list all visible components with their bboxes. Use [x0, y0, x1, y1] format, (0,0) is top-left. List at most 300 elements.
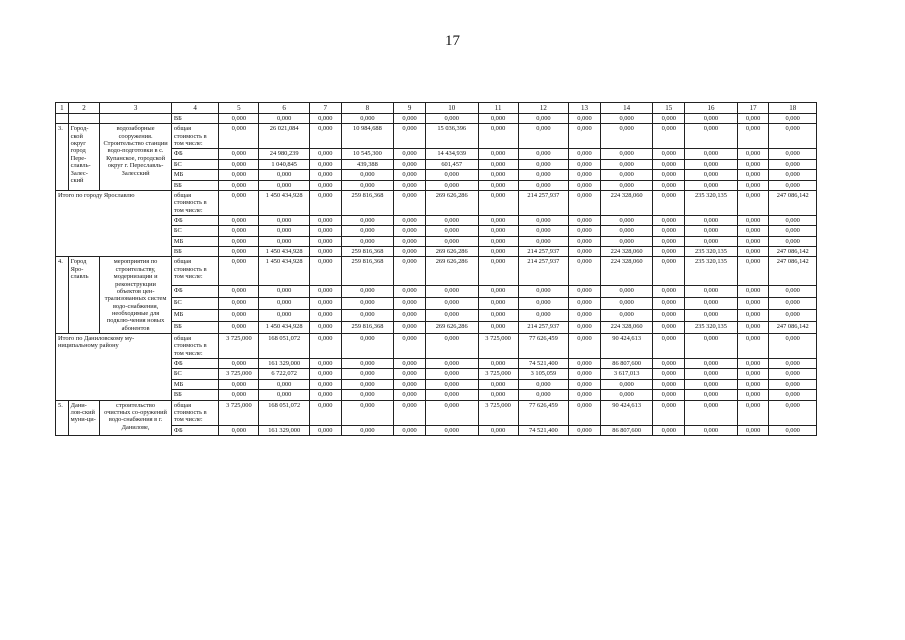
value-cell: 3 725,000 — [478, 400, 518, 425]
value-cell: 0,000 — [219, 286, 259, 298]
value-cell: 0,000 — [219, 425, 259, 435]
value-cell: 0,000 — [600, 180, 653, 190]
value-cell: 0,000 — [518, 286, 569, 298]
value-cell: 0,000 — [394, 159, 426, 169]
project-description: мероприятия по строительству, модернизации и реконструкции объектов цен-трализованных систем водо-снабжения, необходимые для подклю-чения новых абонентов — [100, 257, 172, 334]
value-cell: 1 450 434,928 — [259, 257, 310, 286]
value-cell: 0,000 — [569, 400, 601, 425]
value-cell: 235 320,135 — [685, 190, 738, 215]
value-cell: 0,000 — [600, 298, 653, 310]
value-cell: 0,000 — [394, 226, 426, 236]
value-cell: 0,000 — [569, 334, 601, 359]
value-cell: 0,000 — [685, 359, 738, 369]
value-cell: 0,000 — [219, 298, 259, 310]
value-cell: 0,000 — [341, 310, 394, 322]
funding-source-label: ФБ — [171, 286, 218, 298]
value-cell: 0,000 — [341, 236, 394, 246]
value-cell: 235 320,135 — [685, 322, 738, 334]
value-cell: 0,000 — [653, 236, 685, 246]
value-cell: 0,000 — [518, 114, 569, 124]
municipality-name: Город Яро-славль — [68, 257, 100, 334]
value-cell: 0,000 — [769, 286, 817, 298]
value-cell: 0,000 — [737, 369, 769, 379]
value-cell: 0,000 — [478, 114, 518, 124]
value-cell: 0,000 — [394, 190, 426, 215]
value-cell: 0,000 — [653, 149, 685, 159]
value-cell: 0,000 — [259, 390, 310, 400]
value-cell: 90 424,613 — [600, 400, 653, 425]
empty-cell — [68, 114, 100, 124]
table-row — [56, 114, 817, 124]
value-cell: 0,000 — [569, 149, 601, 159]
column-header: 5 — [219, 103, 259, 114]
value-cell: 74 521,400 — [518, 425, 569, 435]
value-cell: 10 545,300 — [341, 149, 394, 159]
value-cell: 269 626,286 — [425, 190, 478, 215]
value-cell: 0,000 — [769, 390, 817, 400]
value-cell: 0,000 — [425, 236, 478, 246]
value-cell: 0,000 — [653, 425, 685, 435]
value-cell: 0,000 — [425, 170, 478, 180]
value-cell: 0,000 — [309, 236, 341, 246]
column-header: 1 — [56, 103, 69, 114]
value-cell: 0,000 — [600, 286, 653, 298]
value-cell: 0,000 — [569, 170, 601, 180]
value-cell: 0,000 — [600, 216, 653, 226]
value-cell: 0,000 — [394, 170, 426, 180]
value-cell: 0,000 — [394, 114, 426, 124]
column-header: 13 — [569, 103, 601, 114]
value-cell: 0,000 — [653, 400, 685, 425]
column-header: 11 — [478, 103, 518, 114]
value-cell: 0,000 — [309, 180, 341, 190]
value-cell: 0,000 — [341, 369, 394, 379]
value-cell: 0,000 — [309, 400, 341, 425]
value-cell: 0,000 — [569, 190, 601, 215]
value-cell: 214 257,937 — [518, 190, 569, 215]
value-cell: 0,000 — [219, 159, 259, 169]
table-row — [56, 257, 817, 286]
value-cell: 86 807,600 — [600, 425, 653, 435]
value-cell: 0,000 — [737, 400, 769, 425]
funding-source-label: общая стоимость в том числе: — [171, 257, 218, 286]
funding-source-label: ВБ — [171, 322, 218, 334]
value-cell: 0,000 — [769, 180, 817, 190]
value-cell: 0,000 — [769, 226, 817, 236]
value-cell: 0,000 — [219, 247, 259, 257]
value-cell: 247 086,142 — [769, 247, 817, 257]
value-cell: 0,000 — [259, 298, 310, 310]
value-cell: 0,000 — [219, 226, 259, 236]
value-cell: 0,000 — [259, 216, 310, 226]
value-cell: 0,000 — [737, 390, 769, 400]
value-cell: 3 725,000 — [219, 400, 259, 425]
value-cell: 0,000 — [341, 216, 394, 226]
value-cell: 0,000 — [219, 149, 259, 159]
value-cell: 0,000 — [685, 298, 738, 310]
value-cell: 0,000 — [769, 369, 817, 379]
value-cell: 269 626,286 — [425, 257, 478, 286]
value-cell: 0,000 — [600, 226, 653, 236]
value-cell: 0,000 — [737, 359, 769, 369]
funding-source-label: общая стоимость в том числе: — [171, 334, 218, 359]
value-cell: 3 725,000 — [219, 334, 259, 359]
value-cell: 0,000 — [569, 236, 601, 246]
value-cell: 0,000 — [219, 310, 259, 322]
value-cell: 0,000 — [769, 334, 817, 359]
value-cell: 0,000 — [518, 298, 569, 310]
value-cell: 0,000 — [685, 379, 738, 389]
value-cell: 0,000 — [653, 257, 685, 286]
value-cell: 214 257,937 — [518, 257, 569, 286]
value-cell: 0,000 — [394, 236, 426, 246]
header-row — [56, 103, 817, 114]
total-title: Итого по Даниловскому му-ниципальному району — [56, 334, 172, 401]
funding-source-label: МБ — [171, 236, 218, 246]
value-cell: 259 816,368 — [341, 190, 394, 215]
value-cell: 0,000 — [394, 390, 426, 400]
table-row — [56, 124, 817, 149]
value-cell: 0,000 — [394, 149, 426, 159]
value-cell: 0,000 — [737, 190, 769, 215]
value-cell: 0,000 — [425, 310, 478, 322]
value-cell: 0,000 — [341, 425, 394, 435]
column-header: 9 — [394, 103, 426, 114]
funding-source-label: ВБ — [171, 247, 218, 257]
value-cell: 0,000 — [394, 124, 426, 149]
value-cell: 0,000 — [219, 170, 259, 180]
value-cell: 161 329,000 — [259, 425, 310, 435]
value-cell: 0,000 — [394, 216, 426, 226]
value-cell: 235 320,135 — [685, 257, 738, 286]
value-cell: 247 086,142 — [769, 322, 817, 334]
funding-source-label: БС — [171, 226, 218, 236]
value-cell: 168 051,072 — [259, 400, 310, 425]
value-cell: 0,000 — [653, 390, 685, 400]
value-cell: 0,000 — [769, 159, 817, 169]
page-number: 17 — [445, 33, 460, 49]
value-cell: 1 450 434,928 — [259, 190, 310, 215]
value-cell: 0,000 — [309, 170, 341, 180]
value-cell: 0,000 — [478, 379, 518, 389]
value-cell: 0,000 — [600, 310, 653, 322]
value-cell: 0,000 — [341, 170, 394, 180]
value-cell: 0,000 — [219, 124, 259, 149]
value-cell: 0,000 — [478, 236, 518, 246]
project-description: строительство очистных со-оружений водо-снабжения в г. Данилове, — [100, 400, 172, 435]
value-cell: 0,000 — [425, 216, 478, 226]
value-cell: 0,000 — [341, 359, 394, 369]
value-cell: 1 040,845 — [259, 159, 310, 169]
value-cell: 0,000 — [737, 247, 769, 257]
value-cell: 0,000 — [394, 298, 426, 310]
value-cell: 0,000 — [569, 425, 601, 435]
value-cell: 168 051,072 — [259, 334, 310, 359]
value-cell: 0,000 — [653, 114, 685, 124]
value-cell: 0,000 — [769, 310, 817, 322]
value-cell: 0,000 — [341, 298, 394, 310]
funding-source-label: ВБ — [171, 180, 218, 190]
value-cell: 0,000 — [478, 310, 518, 322]
column-header: 3 — [100, 103, 172, 114]
value-cell: 0,000 — [478, 298, 518, 310]
value-cell: 0,000 — [653, 379, 685, 389]
value-cell: 0,000 — [309, 390, 341, 400]
value-cell: 0,000 — [425, 334, 478, 359]
value-cell: 0,000 — [341, 180, 394, 190]
value-cell: 15 036,396 — [425, 124, 478, 149]
value-cell: 10 984,688 — [341, 124, 394, 149]
value-cell: 3 725,000 — [478, 334, 518, 359]
funding-source-label: общая стоимость в том числе: — [171, 124, 218, 149]
value-cell: 0,000 — [737, 379, 769, 389]
funding-source-label: БС — [171, 369, 218, 379]
value-cell: 0,000 — [478, 216, 518, 226]
value-cell: 0,000 — [600, 170, 653, 180]
value-cell: 0,000 — [569, 124, 601, 149]
value-cell: 0,000 — [653, 286, 685, 298]
value-cell: 0,000 — [518, 180, 569, 190]
value-cell: 0,000 — [394, 334, 426, 359]
value-cell: 26 021,084 — [259, 124, 310, 149]
value-cell: 3 105,059 — [518, 369, 569, 379]
funding-source-label: МБ — [171, 170, 218, 180]
value-cell: 224 328,060 — [600, 247, 653, 257]
value-cell: 0,000 — [569, 216, 601, 226]
value-cell: 0,000 — [737, 257, 769, 286]
value-cell: 0,000 — [259, 170, 310, 180]
column-header: 10 — [425, 103, 478, 114]
value-cell: 0,000 — [769, 114, 817, 124]
value-cell: 0,000 — [518, 149, 569, 159]
funding-source-label: ФБ — [171, 149, 218, 159]
value-cell: 0,000 — [600, 124, 653, 149]
value-cell: 601,457 — [425, 159, 478, 169]
value-cell: 0,000 — [737, 216, 769, 226]
value-cell: 161 329,000 — [259, 359, 310, 369]
value-cell: 0,000 — [309, 379, 341, 389]
value-cell: 0,000 — [394, 369, 426, 379]
value-cell: 0,000 — [341, 286, 394, 298]
value-cell: 0,000 — [478, 286, 518, 298]
value-cell: 3 617,013 — [600, 369, 653, 379]
value-cell: 0,000 — [685, 180, 738, 190]
value-cell: 86 807,600 — [600, 359, 653, 369]
municipality-name: Дани-лов-ский муни-ци- — [68, 400, 100, 435]
value-cell: 0,000 — [685, 310, 738, 322]
value-cell: 0,000 — [737, 170, 769, 180]
value-cell: 0,000 — [478, 170, 518, 180]
value-cell: 0,000 — [259, 310, 310, 322]
funding-source-label: ВБ — [171, 390, 218, 400]
value-cell: 0,000 — [653, 298, 685, 310]
value-cell: 0,000 — [425, 369, 478, 379]
value-cell: 14 434,939 — [425, 149, 478, 159]
value-cell: 0,000 — [569, 369, 601, 379]
value-cell: 3 725,000 — [478, 369, 518, 379]
value-cell: 0,000 — [518, 236, 569, 246]
value-cell: 0,000 — [685, 149, 738, 159]
value-cell: 0,000 — [425, 400, 478, 425]
value-cell: 0,000 — [309, 359, 341, 369]
funding-source-label: ФБ — [171, 425, 218, 435]
funding-source-label: ФБ — [171, 216, 218, 226]
value-cell: 0,000 — [518, 226, 569, 236]
value-cell: 0,000 — [259, 236, 310, 246]
value-cell: 0,000 — [425, 359, 478, 369]
value-cell: 259 816,368 — [341, 247, 394, 257]
value-cell: 0,000 — [600, 379, 653, 389]
column-header: 14 — [600, 103, 653, 114]
value-cell: 0,000 — [685, 390, 738, 400]
value-cell: 0,000 — [769, 400, 817, 425]
value-cell: 0,000 — [219, 216, 259, 226]
value-cell: 0,000 — [518, 170, 569, 180]
value-cell: 0,000 — [685, 124, 738, 149]
value-cell: 0,000 — [569, 226, 601, 236]
column-header: 16 — [685, 103, 738, 114]
value-cell: 247 086,142 — [769, 190, 817, 215]
funding-source-label: ВБ — [171, 114, 218, 124]
project-description: водозаборные сооружения. Строительство станции водо-подготовки в с. Купанское, городской округ г. Переславль-Залесский — [100, 124, 172, 191]
value-cell: 439,388 — [341, 159, 394, 169]
value-cell: 0,000 — [569, 247, 601, 257]
value-cell: 0,000 — [685, 236, 738, 246]
value-cell: 0,000 — [769, 124, 817, 149]
value-cell: 90 424,613 — [600, 334, 653, 359]
value-cell: 0,000 — [769, 216, 817, 226]
value-cell: 0,000 — [737, 425, 769, 435]
value-cell: 0,000 — [685, 226, 738, 236]
value-cell: 0,000 — [737, 310, 769, 322]
value-cell: 0,000 — [219, 322, 259, 334]
value-cell: 0,000 — [478, 322, 518, 334]
value-cell: 224 328,060 — [600, 322, 653, 334]
value-cell: 0,000 — [769, 379, 817, 389]
value-cell: 0,000 — [341, 334, 394, 359]
value-cell: 0,000 — [737, 159, 769, 169]
value-cell: 77 626,459 — [518, 334, 569, 359]
value-cell: 0,000 — [219, 257, 259, 286]
value-cell: 0,000 — [769, 425, 817, 435]
value-cell: 0,000 — [309, 298, 341, 310]
value-cell: 0,000 — [259, 226, 310, 236]
value-cell: 0,000 — [653, 369, 685, 379]
value-cell: 0,000 — [259, 114, 310, 124]
empty-cell — [100, 114, 172, 124]
value-cell: 0,000 — [769, 359, 817, 369]
value-cell: 0,000 — [478, 359, 518, 369]
value-cell: 0,000 — [341, 390, 394, 400]
value-cell: 0,000 — [737, 226, 769, 236]
value-cell: 224 328,060 — [600, 257, 653, 286]
value-cell: 0,000 — [341, 400, 394, 425]
value-cell: 0,000 — [685, 425, 738, 435]
value-cell: 0,000 — [518, 124, 569, 149]
value-cell: 0,000 — [653, 359, 685, 369]
value-cell: 0,000 — [309, 425, 341, 435]
value-cell: 0,000 — [569, 298, 601, 310]
value-cell: 0,000 — [219, 379, 259, 389]
value-cell: 0,000 — [394, 359, 426, 369]
value-cell: 0,000 — [394, 400, 426, 425]
value-cell: 0,000 — [478, 180, 518, 190]
value-cell: 0,000 — [653, 180, 685, 190]
funding-source-label: общая стоимость в том числе: — [171, 190, 218, 215]
value-cell: 0,000 — [219, 190, 259, 215]
value-cell: 0,000 — [309, 322, 341, 334]
value-cell: 0,000 — [394, 286, 426, 298]
value-cell: 0,000 — [653, 334, 685, 359]
value-cell: 0,000 — [219, 180, 259, 190]
column-header: 15 — [653, 103, 685, 114]
value-cell: 0,000 — [425, 114, 478, 124]
value-cell: 0,000 — [478, 425, 518, 435]
value-cell: 214 257,937 — [518, 247, 569, 257]
value-cell: 0,000 — [309, 334, 341, 359]
value-cell: 0,000 — [341, 114, 394, 124]
value-cell: 0,000 — [737, 124, 769, 149]
value-cell: 0,000 — [769, 236, 817, 246]
value-cell: 0,000 — [425, 286, 478, 298]
value-cell: 0,000 — [394, 425, 426, 435]
value-cell: 0,000 — [600, 390, 653, 400]
value-cell: 269 626,286 — [425, 247, 478, 257]
value-cell: 0,000 — [653, 226, 685, 236]
value-cell: 6 722,072 — [259, 369, 310, 379]
value-cell: 0,000 — [569, 114, 601, 124]
value-cell: 0,000 — [425, 298, 478, 310]
value-cell: 0,000 — [600, 114, 653, 124]
value-cell: 0,000 — [653, 216, 685, 226]
item-number: 3. — [56, 124, 69, 191]
value-cell: 0,000 — [478, 149, 518, 159]
value-cell: 0,000 — [685, 170, 738, 180]
table-row — [56, 334, 817, 359]
value-cell: 0,000 — [478, 226, 518, 236]
value-cell: 0,000 — [685, 114, 738, 124]
value-cell: 0,000 — [685, 216, 738, 226]
value-cell: 0,000 — [309, 124, 341, 149]
value-cell: 0,000 — [653, 190, 685, 215]
value-cell: 0,000 — [478, 390, 518, 400]
value-cell: 0,000 — [309, 149, 341, 159]
value-cell: 0,000 — [653, 170, 685, 180]
value-cell: 0,000 — [309, 216, 341, 226]
funding-source-label: общая стоимость в том числе: — [171, 400, 218, 425]
value-cell: 0,000 — [769, 170, 817, 180]
value-cell: 0,000 — [219, 236, 259, 246]
value-cell: 1 450 434,928 — [259, 322, 310, 334]
value-cell: 0,000 — [259, 379, 310, 389]
value-cell: 0,000 — [737, 286, 769, 298]
value-cell: 0,000 — [219, 359, 259, 369]
value-cell: 0,000 — [685, 334, 738, 359]
value-cell: 0,000 — [309, 190, 341, 215]
value-cell: 0,000 — [737, 322, 769, 334]
budget-table — [55, 102, 817, 436]
value-cell: 0,000 — [309, 159, 341, 169]
column-header: 12 — [518, 103, 569, 114]
value-cell: 0,000 — [259, 180, 310, 190]
value-cell: 0,000 — [309, 247, 341, 257]
value-cell: 0,000 — [653, 159, 685, 169]
item-number: 5. — [56, 400, 69, 435]
value-cell: 0,000 — [425, 425, 478, 435]
funding-source-label: БС — [171, 298, 218, 310]
value-cell: 0,000 — [259, 286, 310, 298]
value-cell: 0,000 — [425, 226, 478, 236]
